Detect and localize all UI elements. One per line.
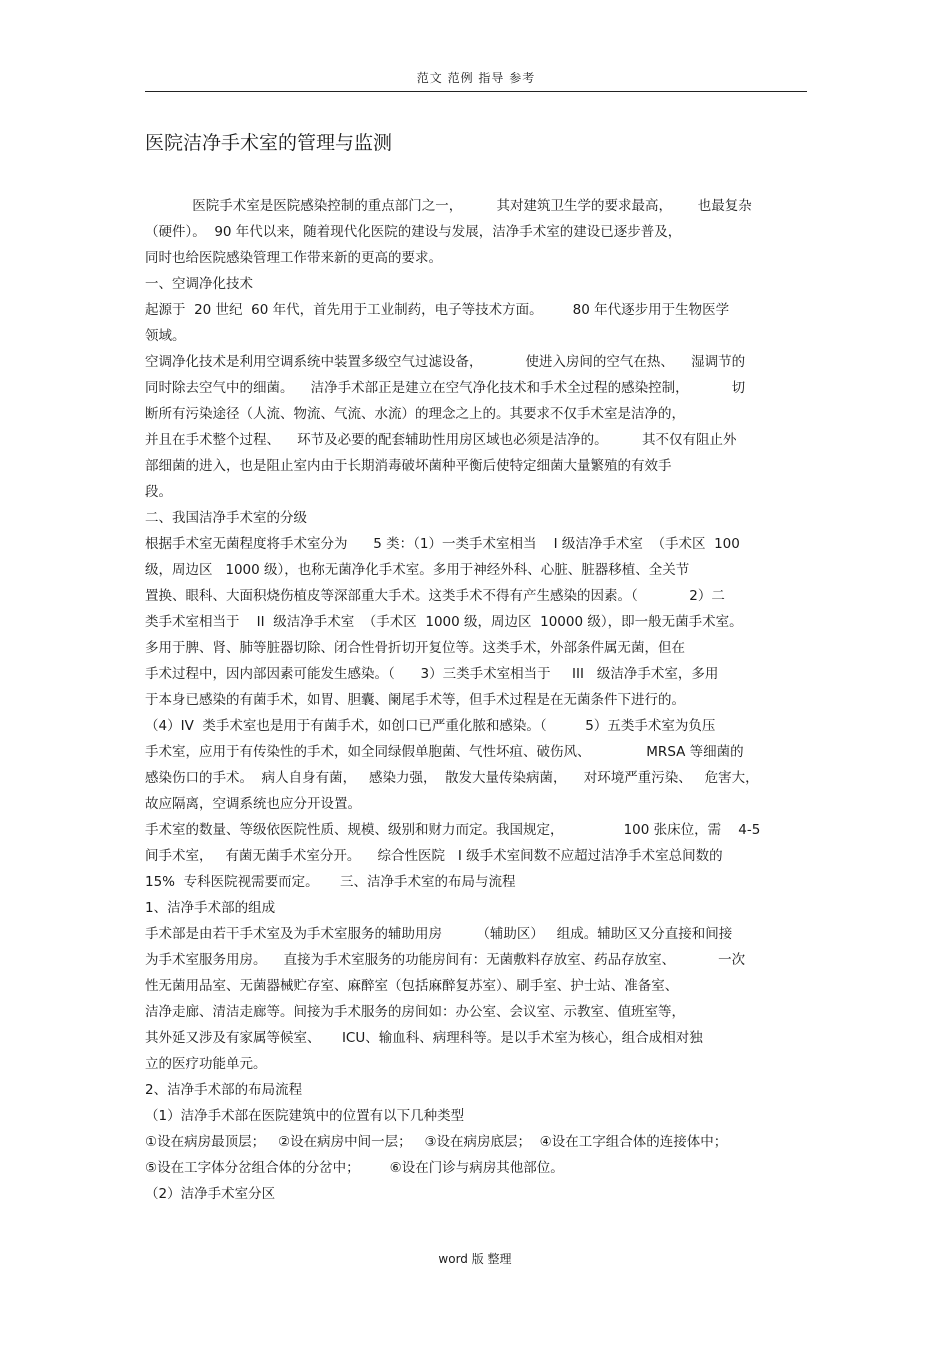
text-line: 级，周边区 1000 级），也称无菌净化手术室。多用于神经外科、心脏、脏器移植、全关节 [145, 562, 690, 578]
text-line: 性无菌用品室、无菌器械贮存室、麻醉室（包括麻醉复苏室）、刷手室、护士站、准备室、 [145, 978, 679, 994]
text-line: 根据手术室无菌程度将手术室分为 5 类：（1）一类手术室相当 I 级洁净手术室 （手术区 100 [145, 536, 740, 552]
text-line: （4）IV 类手术室也是用于有菌手术，如创口已严重化脓和感染。（ 5）五类手术室为负压 [145, 718, 716, 734]
text-line: （硬件）。 90 年代以来，随着现代化医院的建设与发展，洁净手术室的建设已逐步普及， [145, 224, 682, 240]
text-line: 类手术室相当于 II 级洁净手术室 （手术区 1000 级，周边区 10000 级），即一般无菌手术室。 [145, 614, 743, 630]
text-line: 段。 [145, 484, 172, 500]
text-line: 立的医疗功能单元。 [145, 1056, 267, 1072]
text-line: 洁净走廊、清洁走廊等。间接为手术服务的房间如：办公室、会议室、示教室、值班室等， [145, 1004, 685, 1020]
text-line: 手术部是由若干手术室及为手术室服务的辅助用房 （辅助区） 组成。辅助区又分直接和间接 [145, 926, 733, 942]
text-line: 感染伤口的手术。 病人自身有菌， 感染力强， 散发大量传染病菌， 对环境严重污染、 危害大， [145, 770, 759, 786]
text-line: 并且在手术整个过程、 环节及必要的配套辅助性用房区域也必须是洁净的。 其不仅有阻止外 [145, 432, 737, 448]
text-line: 起源于 20 世纪 60 年代，首先用于工业制药，电子等技术方面。 80 年代逐步用于生物医学 [145, 302, 730, 318]
text-line: 多用于脾、肾、肺等脏器切除、闭合性骨折切开复位等。这类手术，外部条件属无菌，但在 [145, 640, 685, 656]
text-line: 手术室的数量、等级依医院性质、规模、级别和财力而定。我国规定， 100 张床位，需 4-5 [145, 822, 761, 838]
text-line: 故应隔离，空调系统也应分开设置。 [145, 796, 361, 812]
text-line: 其外延又涉及有家属等候室、 ICU、输血科、病理科等。是以手术室为核心，组合成相对独 [145, 1030, 703, 1046]
text-line: （1）洁净手术部在医院建筑中的位置有以下几种类型 [145, 1108, 465, 1124]
text-line: 同时也给医院感染管理工作带来新的更高的要求。 [145, 250, 442, 266]
section-heading: 2、洁净手术部的布局流程 [145, 1082, 303, 1098]
text-line: 领域。 [145, 328, 186, 344]
text-line: 同时除去空气中的细菌。 洁净手术部正是建立在空气净化技术和手术全过程的感染控制， 切 [145, 380, 746, 396]
text-line: 空调净化技术是利用空调系统中装置多级空气过滤设备， 使进入房间的空气在热、 湿调节的 [145, 354, 746, 370]
text-line: （2）洁净手术室分区 [145, 1186, 276, 1202]
text-line: ⑤设在工字体分岔组合体的分岔中； ⑥设在门诊与病房其他部位。 [145, 1160, 564, 1176]
text-line: 断所有污染途径（人流、物流、气流、水流）的理念之上的。其要求不仅手术室是洁净的， [145, 406, 685, 422]
document-body [145, 193, 807, 1207]
text-line: 15% 专科医院视需要而定。 三、洁净手术室的布局与流程 [145, 874, 516, 890]
text-line: 医院手术室是医院感染控制的重点部门之一， 其对建筑卫生学的要求最高， 也最复杂 [145, 198, 752, 214]
section-heading: 1、洁净手术部的组成 [145, 900, 276, 916]
text-line: 间手术室， 有菌无菌手术室分开。 综合性医院 I 级手术室间数不应超过洁净手术室总间数的 [145, 848, 723, 864]
text-line: 为手术室服务用房。 直接为手术室服务的功能房间有：无菌敷料存放室、药品存放室、 一次 [145, 952, 746, 968]
text-line: 手术室，应用于有传染性的手术，如全同绿假单胞菌、气性坏疽、破伤风、 MRSA 等细菌的 [145, 744, 744, 760]
page-title: 医院洁净手术室的管理与监测 [145, 132, 393, 154]
text-line: 置换、眼科、大面积烧伤植皮等深部重大手术。这类手术不得有产生感染的因素。（ 2）二 [145, 588, 725, 604]
page-footer: word 版 整理 [438, 1252, 512, 1266]
section-heading: 二、我国洁净手术室的分级 [145, 510, 307, 526]
text-line: 于本身已感染的有菌手术，如胃、胆囊、阑尾手术等，但手术过程是在无菌条件下进行的。 [145, 692, 685, 708]
text-line: 部细菌的进入，也是阻止室内由于长期消毒破坏菌种平衡后使特定细菌大量繁殖的有效手 [145, 458, 672, 474]
text-line: ①设在病房最顶层； ②设在病房中间一层； ③设在病房底层； ④设在工字组合体的连接体中； [145, 1134, 728, 1150]
page-header: 范文 范例 指导 参考 [145, 68, 807, 92]
section-heading: 一、空调净化技术 [145, 276, 253, 292]
text-line: 手术过程中，因内部因素可能发生感染。（ 3）三类手术室相当于 III 级洁净手术室，多用 [145, 666, 719, 682]
